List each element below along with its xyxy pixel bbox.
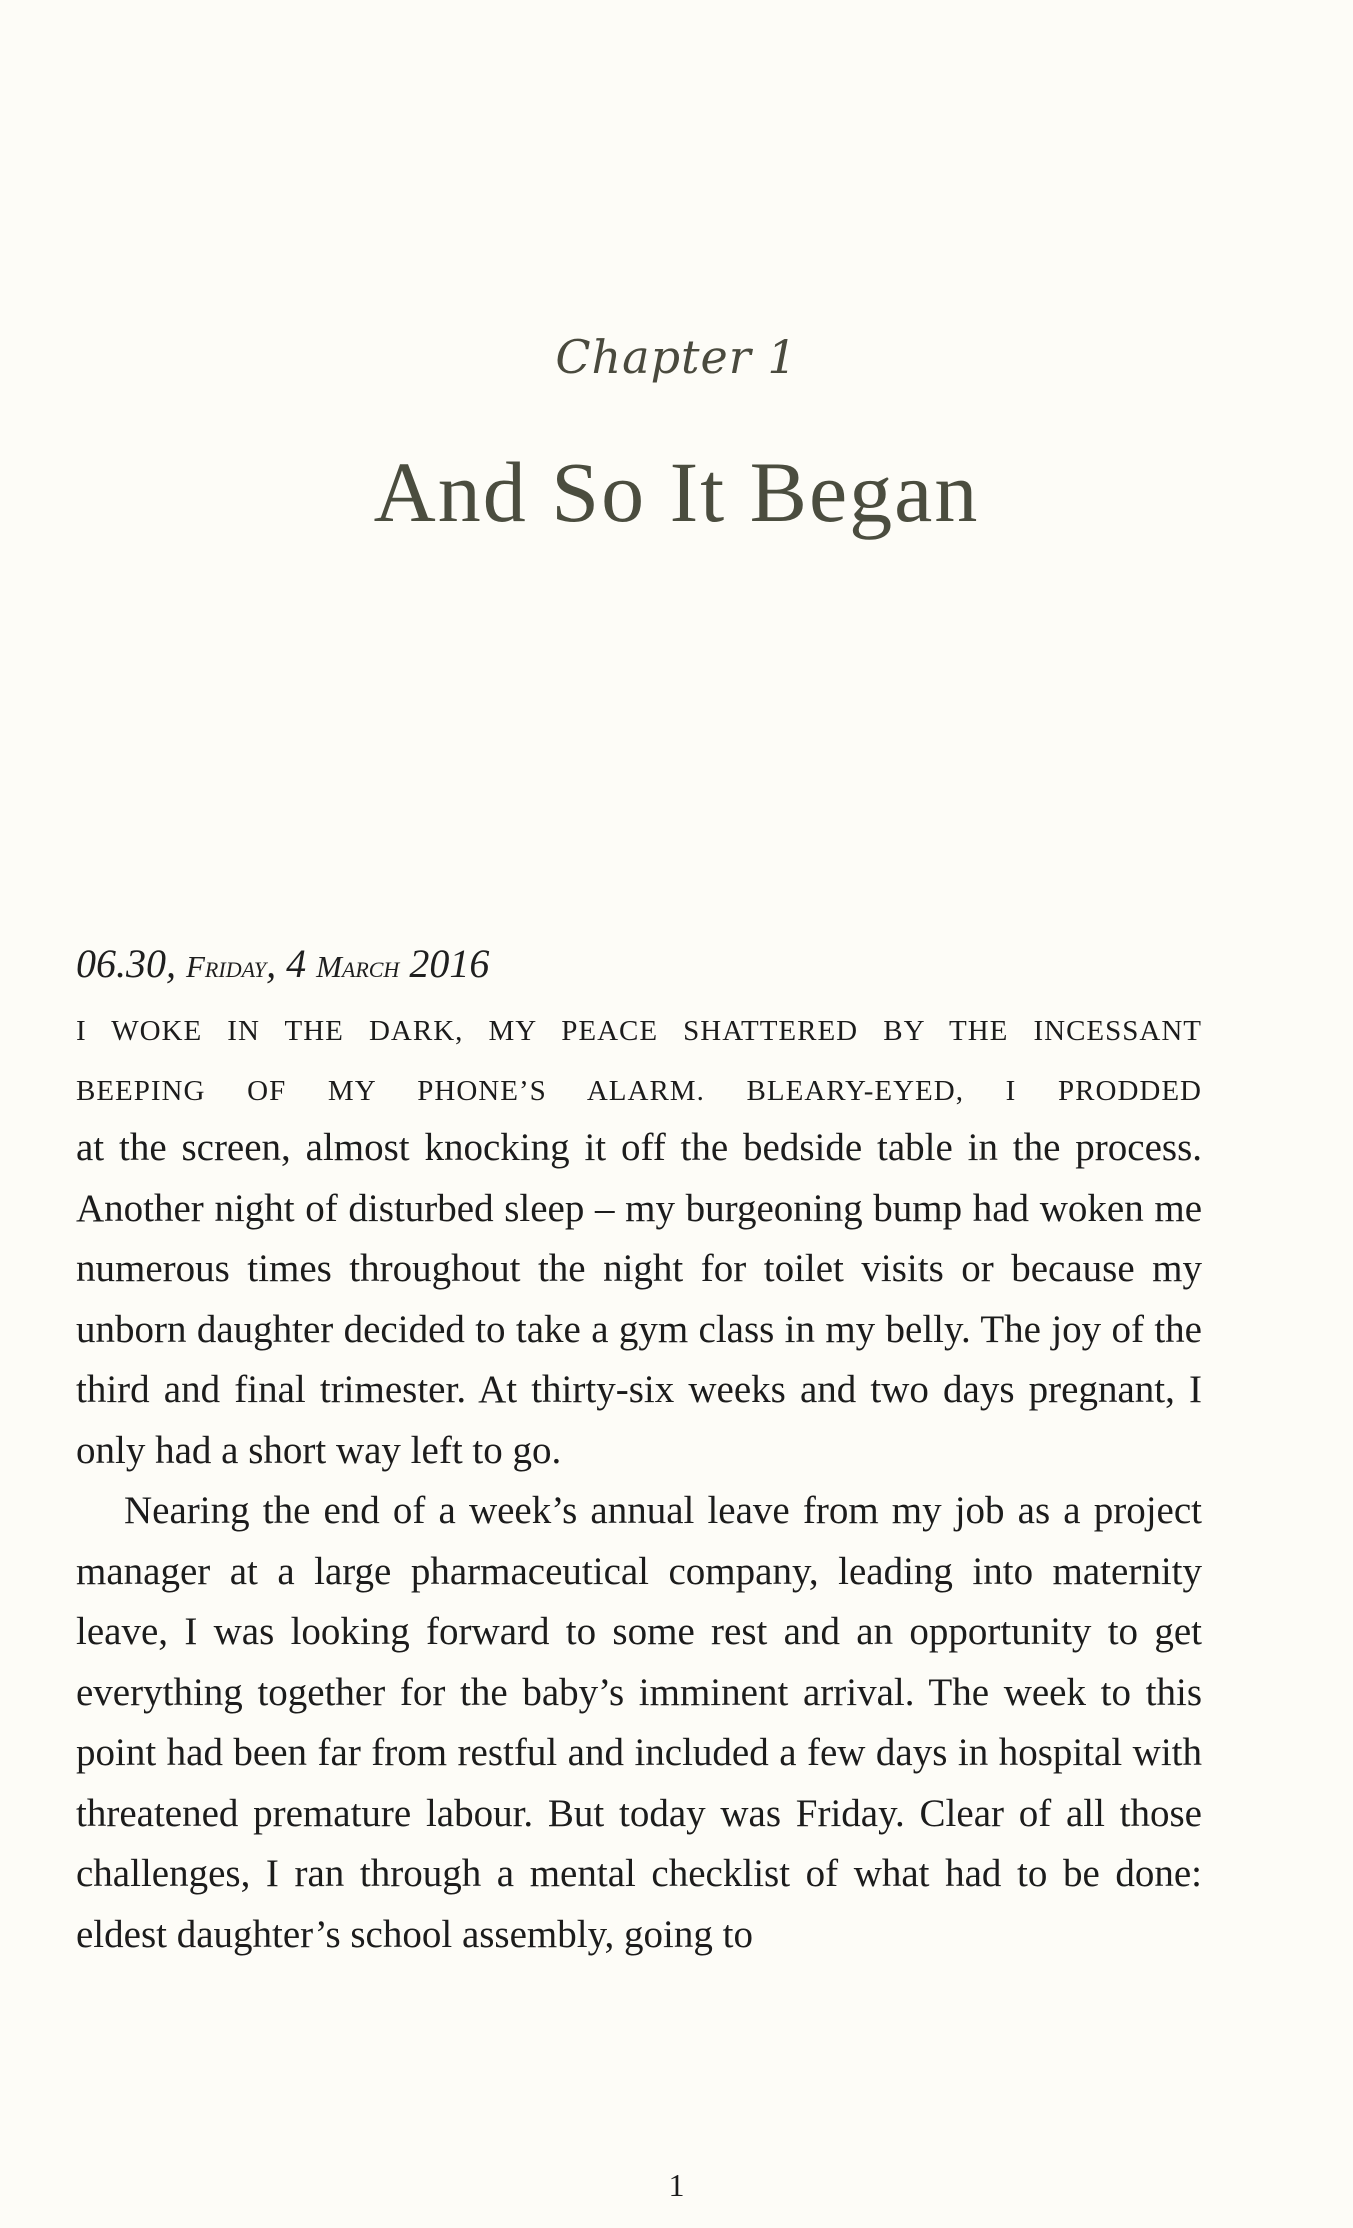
chapter-title: And So It Began bbox=[373, 444, 980, 540]
section-month: March bbox=[316, 949, 400, 984]
paragraph: at the screen, almost knocking it off the bedside table in the process. Another night of disturbed sleep – my burgeoning bump had woken me numerous times throughout the night for toilet visits or because my unborn daughter decided to take a gym class in my belly. The joy of the third and final trimester. At thirty-six weeks and two days pregnant, I only had a short way left to go. bbox=[76, 1126, 1202, 1472]
section-day: Friday bbox=[186, 949, 267, 984]
section-time: 06.30, bbox=[76, 941, 186, 986]
opening-line-2: BEEPING OF MY PHONE’S ALARM. BLEARY-EYED, I PRODDED bbox=[76, 1075, 1202, 1107]
section-heading bbox=[76, 940, 489, 987]
opening-line-1: I WOKE IN THE DARK, MY PEACE SHATTERED BY THE INCESSANT bbox=[76, 1015, 1202, 1047]
body-text bbox=[76, 1118, 1202, 1965]
section-year: 2016 bbox=[399, 941, 490, 986]
section-date-separator: , 4 bbox=[266, 941, 317, 986]
chapter-label: Chapter 1 bbox=[555, 330, 798, 384]
page-number: 1 bbox=[668, 2167, 685, 2203]
paragraph: Nearing the end of a week’s annual leave from my job as a project manager at a large pharmaceutical company, leading into maternity leave, I was looking forward to some rest and an opportunity to get everything together for the baby’s imminent arrival. The week to this point had been far from restful and included a few days in hospital with threatened premature labour. But today was Friday. Clear of all those challenges, I ran through a mental checklist of what had to be done: eldest daughter’s school assembly, going to bbox=[76, 1489, 1202, 1956]
